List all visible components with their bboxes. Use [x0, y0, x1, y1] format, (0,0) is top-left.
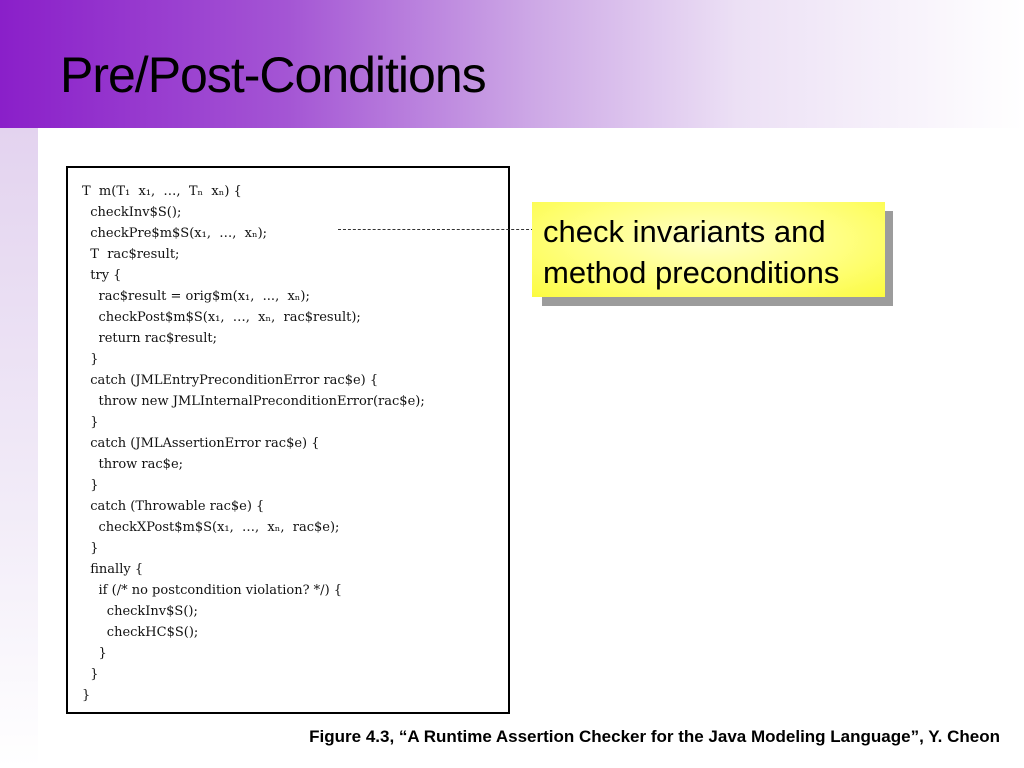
code-line: catch (Throwable rac$e) {: [82, 499, 265, 514]
code-line: return rac$result;: [82, 331, 217, 346]
code-line: checkPost$m$S(x₁, …, xₙ, rac$result);: [82, 310, 361, 325]
code-line: throw new JMLInternalPreconditionError(rac$e);: [82, 394, 425, 409]
code-figure: [66, 166, 510, 714]
code-line: try {: [82, 268, 122, 283]
code-line: checkXPost$m$S(x₁, …, xₙ, rac$e);: [82, 520, 340, 535]
code-line: checkInv$S();: [82, 205, 182, 220]
code-line: finally {: [82, 562, 144, 577]
code-line: catch (JMLAssertionError rac$e) {: [82, 436, 320, 451]
code-line: checkPre$m$S(x₁, …, xₙ);: [82, 226, 268, 241]
code-line: }: [82, 478, 99, 493]
callout-line: method preconditions: [543, 255, 840, 290]
code-line: }: [82, 688, 91, 703]
code-line: }: [82, 415, 99, 430]
left-decor-strip: [0, 128, 38, 768]
code-line: }: [82, 646, 107, 661]
code-line: if (/* no postcondition violation? */) {: [82, 583, 343, 598]
code-line: catch (JMLEntryPreconditionError rac$e) {: [82, 373, 379, 388]
code-line: }: [82, 352, 99, 367]
code-line: checkInv$S();: [82, 604, 198, 619]
callout-line: check invariants and: [543, 214, 826, 249]
code-line: }: [82, 541, 99, 556]
figure-caption: Figure 4.3, “A Runtime Assertion Checker for the Java Modeling Language”, Y. Cheon: [309, 727, 1000, 746]
code-line: T m(T₁ x₁, …, Tₙ xₙ) {: [82, 184, 242, 199]
callout-note: [532, 202, 885, 297]
callout-leader-line: [338, 229, 534, 230]
code-line: throw rac$e;: [82, 457, 184, 472]
slide-title: Pre/Post-Conditions: [60, 47, 486, 103]
code-line: rac$result = orig$m(x₁, ..., xₙ);: [82, 289, 310, 304]
code-line: checkHC$S();: [82, 625, 199, 640]
code-line: }: [82, 667, 99, 682]
code-line: T rac$result;: [82, 247, 180, 262]
